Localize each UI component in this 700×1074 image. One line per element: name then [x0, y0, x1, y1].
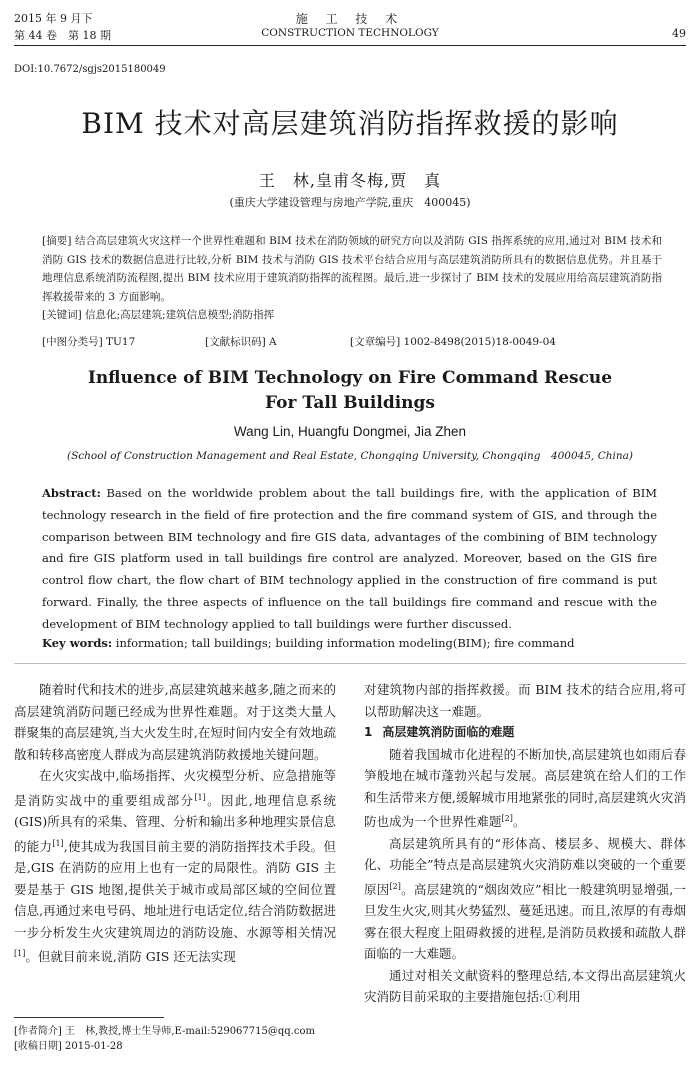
title-en-line2: For Tall Buildings: [264, 393, 436, 413]
body-column-left: [14, 679, 336, 968]
body-paragraph: 随着我国城市化进程的不断加快,高层建筑也如雨后春笋般地在城市蓬勃兴起与发展。高层建筑在给人们的工作和生活带来方便,缓解城市用地紧张的同时,高层建筑火灾消防也成为一个世界性难题[2]。: [364, 746, 686, 830]
citation: [2]: [501, 814, 513, 823]
citation: [1]: [194, 792, 206, 802]
citation: [1]: [14, 949, 26, 959]
body-paragraph: 通过对相关文献资料的整理总结,本文得出高层建筑火灾消防目前采取的主要措施包括:①利用: [364, 967, 686, 1005]
doc-code-label: [文献标识码]: [205, 336, 266, 348]
body-paragraph: 在火灾实战中,临场指挥、火灾模型分析、应急措施等是消防实战中的重要组成部分[1]。因此,地理信息系统(GIS)所具有的采集、管理、分析和输出多种地理实景信息的能力[1],使其成为我国目前主要的消防指挥技术手段。但是,GIS 在消防的应用上也有一定的局限性。消防 GIS 主要是基于 GIS 地图,提供关于城市或局部区域的空间位置信息,再通过来电号码、地址进行电话定位,结合消防数据进一步分析发生火灾建筑周边的消防设施、水源等相关情况[1]。但就目前来说,消防 GIS 还无法实现: [14, 768, 336, 965]
article-number-label: [文章编号]: [350, 336, 401, 348]
footnote-divider: [14, 1017, 164, 1018]
author-note: [作者简介] 王 林,教授,博士生导师,E-mail:529067715@qq.com: [14, 1026, 315, 1037]
article-number-field: [350, 334, 556, 349]
authors-cn: 王 林,皇甫冬梅,贾 真: [258, 171, 442, 190]
header-divider: [14, 45, 686, 46]
title-cn: BIM 技术对高层建筑消防指挥救援的影响: [81, 107, 619, 140]
abstract-divider: [14, 663, 686, 664]
keywords-en: [42, 636, 662, 650]
doc-code-field: [205, 334, 277, 349]
doc-code-value: A: [269, 336, 277, 348]
doi: DOI:10.7672/sgjs2015180049: [14, 64, 166, 75]
abstract-en: [42, 483, 657, 636]
citation: [1]: [52, 838, 64, 848]
clc-value: TU17: [106, 336, 136, 348]
affiliation-en: (School of Construction Management and Real Estate, Chongqing University, Chongqing 400045, China): [67, 450, 633, 462]
page-number: 49: [672, 27, 686, 40]
abstract-cn-text: 结合高层建筑火灾这样一个世界性难题和 BIM 技术在消防领域的研究方向以及消防 GIS 指挥系统的应用,通过对 BIM 技术和消防 GIS 技术的数据信息进行比较,分析 BIM 技术与消防 GIS 技术平台结合应用与高层建筑消防所具有的数据信息优势。并且基于地理信息系统消防流程图,提出 BIM 技术应用于建筑消防指挥的流程图。最后,进一步探讨了 BIM 技术的发展应用给高层建筑消防指挥救援带来的 3 方面影响。: [42, 235, 662, 303]
affiliation-cn: (重庆大学建设管理与房地产学院,重庆 400045): [229, 196, 471, 209]
abstract-cn: [42, 232, 662, 325]
abstract-cn-label: [摘要]: [42, 235, 72, 247]
keywords-cn-text: 信息化;高层建筑;建筑信息模型;消防指挥: [85, 309, 275, 321]
header-volume-issue: 第 44 卷 第 18 期: [14, 29, 111, 42]
abstract-en-label: Abstract:: [42, 486, 101, 500]
body-paragraph: 对建筑物内部的指挥救援。而 BIM 技术的结合应用,将可以帮助解决这一难题。: [364, 682, 686, 719]
received-date: [收稿日期] 2015-01-28: [14, 1041, 123, 1052]
keywords-en-text: information; tall buildings; building information modeling(BIM); fire command: [115, 636, 575, 650]
body-column-right: [364, 679, 686, 1008]
footnote: [14, 1024, 344, 1054]
body-paragraph: 随着时代和技术的进步,高层建筑越来越多,随之而来的高层建筑消防问题已经成为世界性难题。对于这类大量人群聚集的高层建筑,当大火发生时,在短时间内安全有效地疏散和转移高密度人群成为高层建筑消防救援地关键问题。: [14, 682, 336, 762]
section-title: 高层建筑消防面临的难题: [382, 725, 515, 739]
section-number: 1: [364, 725, 373, 739]
title-en-line1: Influence of BIM Technology on Fire Command Rescue: [87, 368, 613, 388]
header-date: 2015 年 9 月下: [14, 12, 93, 25]
authors-en: Wang Lin, Huangfu Dongmei, Jia Zhen: [233, 424, 467, 439]
clc-field: [42, 334, 135, 349]
journal-name-en: CONSTRUCTION TECHNOLOGY: [261, 27, 439, 39]
article-number-value: 1002-8498(2015)18-0049-04: [403, 336, 556, 348]
citation: [2]: [389, 881, 401, 891]
body-paragraph: 高层建筑所具有的“形体高、楼层多、规模大、群体化、功能全”特点是高层建筑火灾消防难以突破的一个重要原因[2]。高层建筑的“烟囱效应”相比一般建筑明显增强,一旦发生火灾,则其火势猛烈、蔓延迅速。而且,浓厚的有毒烟雾在很大程度上阻碍救援的进程,是消防员救援和疏散人群面临的一大难题。: [364, 835, 686, 962]
title-en: [0, 366, 700, 416]
abstract-en-text: Based on the worldwide problem about the tall buildings fire, with the application of BIM technology research in the field of fire protection and the fire command system of GIS, and through the comparison between BIM technology and fire GIS data, advantages of the combining of BIM technology and fire GIS platform used in tall buildings fire control are analyzed. Moreover, based on the GIS fire control flow chart, the flow chart of BIM technology applied in the construction of fire command is put forward. Finally, the three aspects of influence on the tall buildings fire command and rescue with the development of BIM technology applied to tall buildings were further discussed.: [42, 486, 658, 631]
journal-name-cn: 施 工 技 术: [295, 12, 405, 26]
keywords-cn-label: [关键词]: [42, 309, 82, 321]
keywords-en-label: Key words:: [42, 636, 113, 650]
section-heading: [364, 722, 686, 744]
clc-label: [中图分类号]: [42, 336, 103, 348]
